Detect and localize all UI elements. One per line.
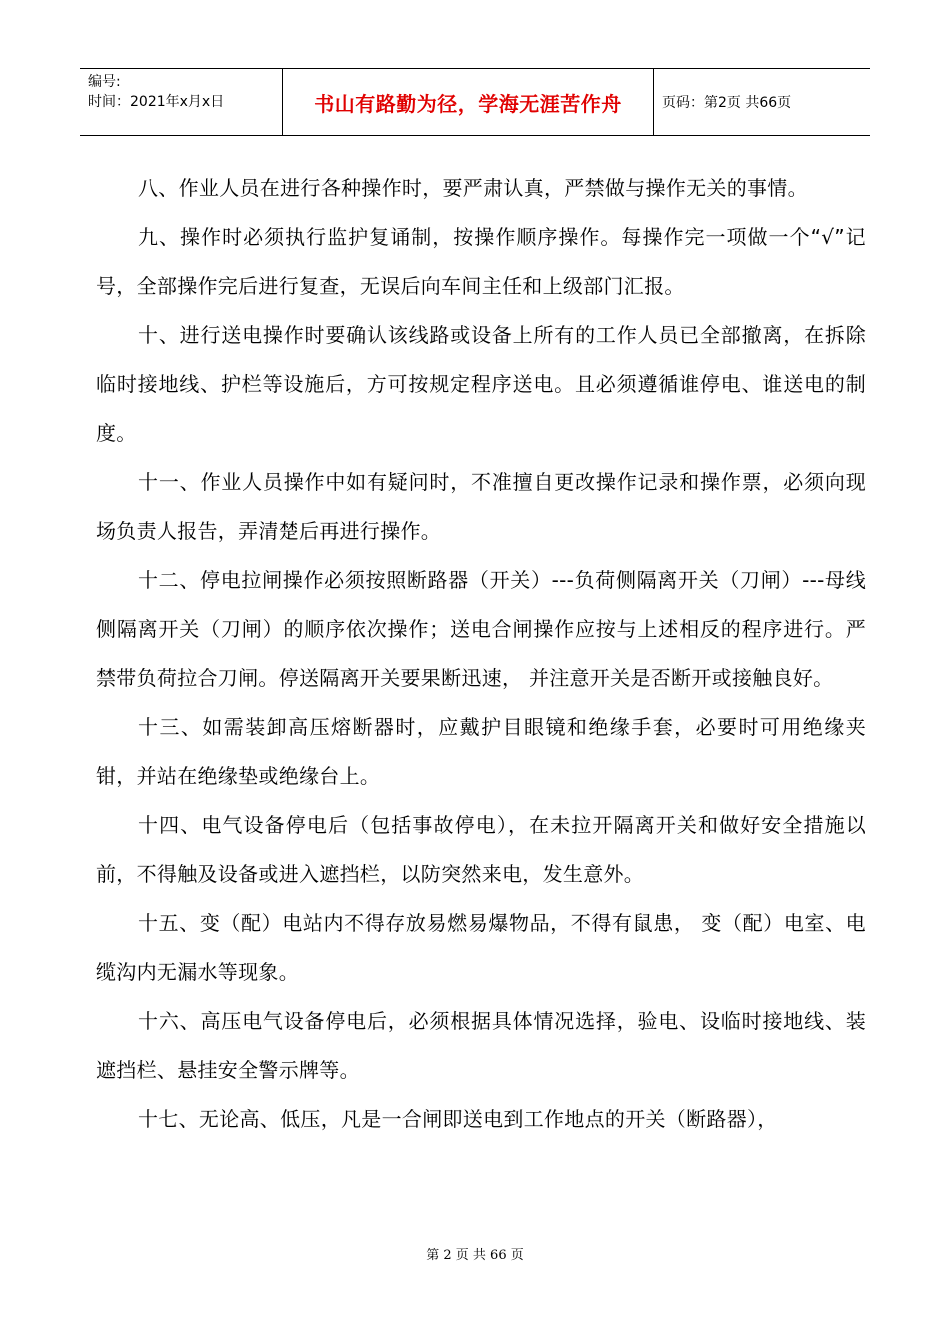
paragraph-15: 十五、变（配）电站内不得存放易燃易爆物品，不得有鼠患， 变（配）电室、电缆沟内无漏水等现象。 <box>96 911 866 984</box>
paragraph-12: 十二、停电拉闸操作必须按照断路器（开关）---负荷侧隔离开关（刀闸）---母线侧隔离开关（刀闸）的顺序依次操作；送电合闸操作应按与上述相反的程序进行。严禁带负荷拉合刀闸。停送隔离开关要果断迅速， 并注意开关是否断开或接触良好。 <box>96 568 866 690</box>
document-number-label: 编号: <box>88 74 121 90</box>
paragraph-9: 九、操作时必须执行监护复诵制，按操作顺序操作。每操作完一项做一个“√”记号，全部操作完后进行复查，无误后向车间主任和上级部门汇报。 <box>96 225 866 298</box>
page-footer: 第 2 页 共 66 页 <box>426 1248 524 1263</box>
paragraph-14: 十四、电气设备停电后（包括事故停电），在未拉开隔离开关和做好安全措施以前，不得触及设备或进入遮挡栏，以防突然来电，发生意外。 <box>96 813 866 886</box>
paragraph-8: 八、作业人员在进行各种操作时，要严肃认真，严禁做与操作无关的事情。 <box>138 176 808 200</box>
document-date: 时间：2021年x月x日 <box>88 94 225 110</box>
paragraph-17: 十七、无论高、低压，凡是一合闸即送电到工作地点的开关（断路器）， <box>138 1107 778 1131</box>
paragraph-11: 十一、作业人员操作中如有疑问时，不准擅自更改操作记录和操作票，必须向现场负责人报告，弄清楚后再进行操作。 <box>96 470 866 543</box>
header-page-info: 页码：第2页 共66页 <box>662 95 792 111</box>
header-meta <box>80 69 283 135</box>
paragraph-16: 十六、高压电气设备停电后，必须根据具体情况选择，验电、设临时接地线、装遮挡栏、悬挂安全警示牌等。 <box>96 1009 866 1082</box>
page-header <box>80 68 870 136</box>
paragraph-10: 十、进行送电操作时要确认该线路或设备上所有的工作人员已全部撤离，在拆除临时接地线、护栏等设施后，方可按规定程序送电。且必须遵循谁停电、谁送电的制度。 <box>96 323 866 445</box>
header-motto: 书山有路勤为径，学海无涯苦作舟 <box>283 69 654 135</box>
document-body <box>96 164 866 1144</box>
paragraph-13: 十三、如需装卸高压熔断器时，应戴护目眼镜和绝缘手套，必要时可用绝缘夹钳，并站在绝缘垫或绝缘台上。 <box>96 715 866 788</box>
